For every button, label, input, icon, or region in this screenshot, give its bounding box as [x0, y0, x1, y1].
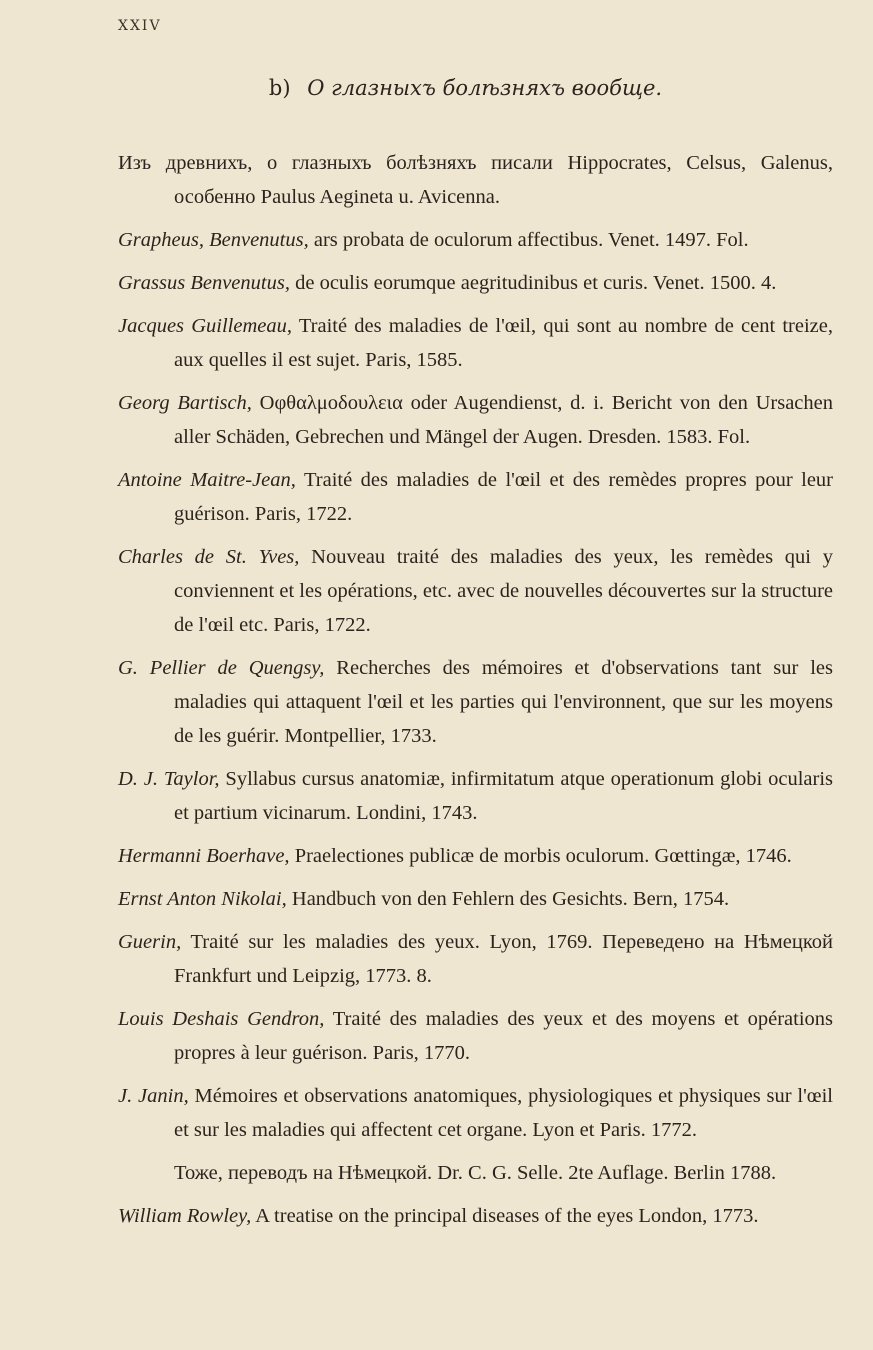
bibliography-entry [118, 762, 833, 830]
bibliography-entry [118, 309, 833, 377]
entry-text: Syllabus cursus anatomiæ, infirmitatum atque operationum globi ocularis et partium vicinarum. Londini, 1743. [174, 768, 833, 824]
entry-author: Louis Deshais Gendron, [118, 1008, 325, 1030]
bibliography-entry [118, 1156, 833, 1190]
entry-text: Traité des maladies des yeux et des moyens et opérations propres à leur guérison. Paris, 1770. [174, 1008, 833, 1064]
bibliography-entry [118, 882, 833, 916]
entry-text: Тоже, переводъ на Нѣмецкой. Dr. C. G. Selle. 2te Auflage. Berlin 1788. [174, 1162, 777, 1184]
bibliography-entry [118, 223, 833, 257]
entry-text: Recherches des mémoires et d'observations tant sur les maladies qui attaquent l'œil et les parties qui l'environnent, que sur les moyens de les guérir. Montpellier, 1733. [174, 657, 833, 747]
entry-text: Praelectiones publicæ de morbis oculorum. Gœttingæ, 1746. [294, 845, 792, 867]
entry-author: Jacques Guillemeau, [118, 315, 292, 337]
entry-author: Grassus Benvenutus, [118, 272, 290, 294]
entry-text: Traité sur les maladies des yeux. Lyon, 1769. Переведено на Нѣмецкой Frankfurt und Leipzig, 1773. 8. [174, 931, 833, 987]
bibliography-entry [118, 1079, 833, 1147]
entry-author: Georg Bartisch, [118, 392, 252, 414]
entry-author: Charles de St. Yves, [118, 546, 300, 568]
entry-text: de oculis eorumque aegritudinibus et curis. Venet. 1500. 4. [295, 272, 777, 294]
entry-author: D. J. Taylor, [118, 768, 220, 790]
entry-text: Mémoires et observations anatomiques, physiologiques et physiques sur l'œil et sur les maladies qui affectent cet organe. Lyon et Paris. 1772. [174, 1085, 833, 1141]
entry-text: A treatise on the principal diseases of the eyes London, 1773. [255, 1205, 759, 1227]
entry-author: Antoine Maitre-Jean, [118, 469, 296, 491]
bibliography-entry [118, 540, 833, 642]
entry-text: Изъ древнихъ, о глазныхъ болѣзняхъ писали Hippocrates, Celsus, Galenus, особенно Paulus Aegineta u. Avicenna. [118, 152, 833, 208]
bibliography-entry [118, 651, 833, 753]
entry-text: Traité des maladies de l'œil et des remèdes propres pour leur guérison. Paris, 1722. [174, 469, 834, 525]
entry-text: Nouveau traité des maladies des yeux, les remèdes qui y conviennent et les opérations, etc. avec de nouvelles découvertes sur la structure de l'œil etc. Paris, 1722. [174, 546, 833, 636]
bibliography-entry [118, 146, 833, 214]
section-heading [98, 76, 833, 100]
section-title: О глазныхъ болѣзняхъ вообще. [307, 76, 663, 100]
entry-text: Traité des maladies de l'œil, qui sont au nombre de cent treize, aux quelles il est sujet. Paris, 1585. [174, 315, 833, 371]
entry-text: Οφθαλμοδουλεια oder Augendienst, d. i. Bericht von den Ursachen aller Schäden, Gebrechen und Mängel der Augen. Dresden. 1583. Fol. [174, 392, 834, 448]
bibliography-entry [118, 839, 833, 873]
entry-author: G. Pellier de Quengsy, [118, 657, 325, 679]
entry-author: Grapheus, Benvenutus, [118, 229, 309, 251]
bibliography-entry [118, 925, 833, 993]
entry-author: William Rowley, [118, 1205, 252, 1227]
entry-author: Hermanni Boerhave, [118, 845, 290, 867]
entry-text: Handbuch von den Fehlern des Gesichts. Bern, 1754. [291, 888, 730, 910]
bibliography-entry [118, 266, 833, 300]
bibliography-list [118, 146, 833, 1233]
entry-author: J. Janin, [118, 1085, 189, 1107]
entry-author: Guerin, [118, 931, 182, 953]
section-number: b) [268, 76, 291, 100]
page-number: XXIV [118, 18, 162, 34]
bibliography-entry [118, 1002, 833, 1070]
entry-author: Ernst Anton Nikolai, [118, 888, 287, 910]
entry-text: ars probata de oculorum affectibus. Venet. 1497. Fol. [313, 229, 749, 251]
bibliography-entry [118, 386, 833, 454]
bibliography-entry [118, 1199, 833, 1233]
bibliography-entry [118, 463, 833, 531]
